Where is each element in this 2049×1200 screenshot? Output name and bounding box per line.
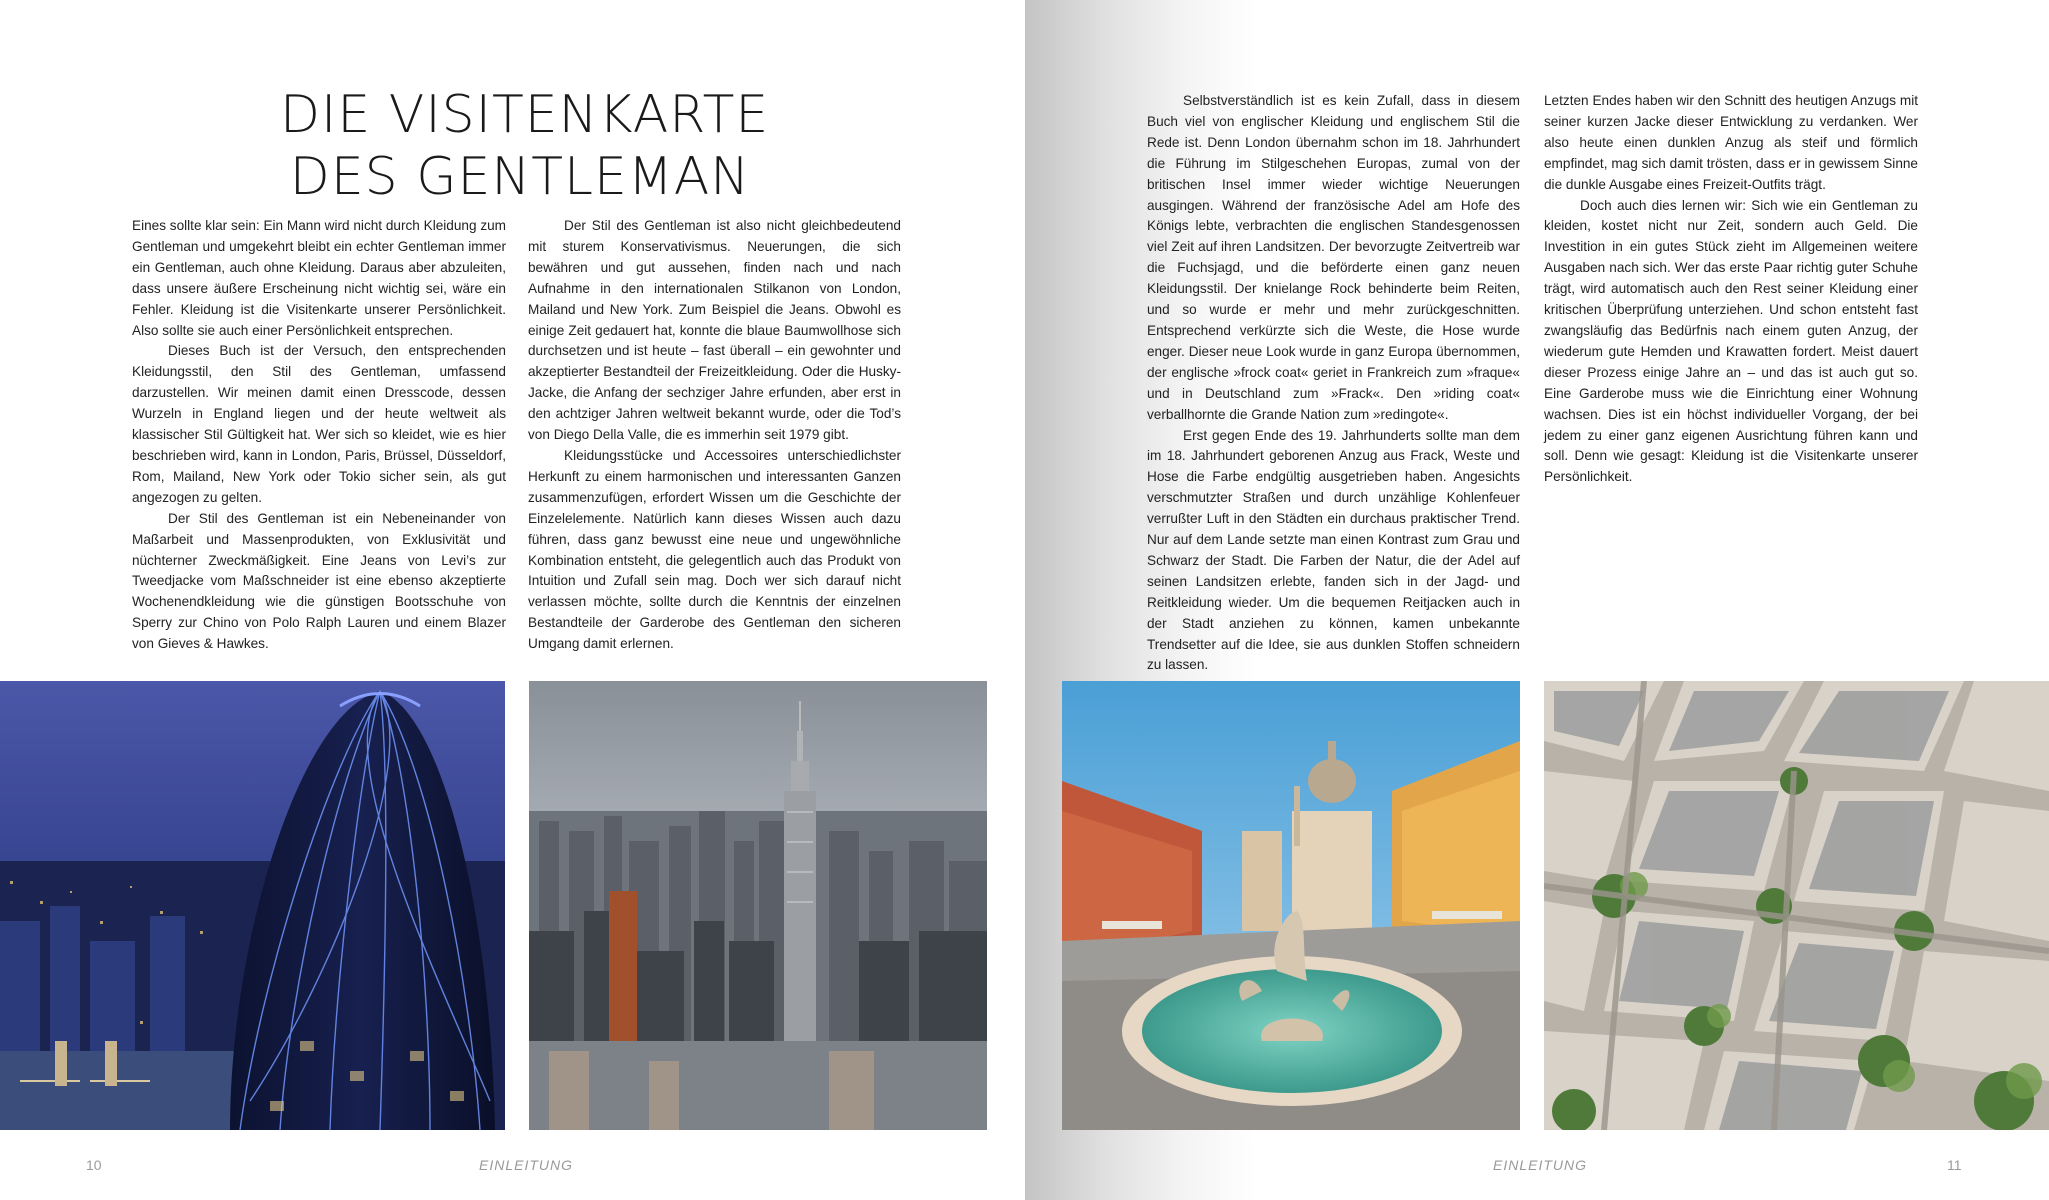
paragraph: Erst gegen Ende des 19. Jahrhunderts sollte man dem im 18. Jahrhundert geborenen Anzug aus Frack, Weste und Hose die Farbe endgültig ausgetrieben haben. Angesichts verschmutzter Straßen und durch unzählige Kohlenfeuer verrußter Luft in den Städten ein durchaus praktischer Trend. Nur auf dem Lande setzte man einen Kontrast zum Grau und Schwarz der Stadt. Die Farben der Natur, die der Adel auf seinen Landsitzen erlebte, fanden sich in der Jagd- und Reitkleidung wieder. Um die bequemen Reitjacken auch in der Stadt anziehen zu können, kamen unbekannte Trendsetter auf die Idee, sie aus dunklen Stoffen schneidern zu lassen. — [1147, 427, 1520, 673]
paragraph: Eines sollte klar sein: Ein Mann wird nicht durch Kleidung zum Gentleman und umgekehrt bleibt ein echter Gentleman immer ein Gentleman, auch ohne Kleidung. Daraus aber abzuleiten, dass unsere äußere Erscheinung nicht wichtig sei, wäre ein Fehler. Kleidung ist die Visitenkarte unserer Persönlichkeit. Also sollte sie auch einer Persönlichkeit entsprechen. — [132, 218, 507, 338]
london-photo — [0, 681, 505, 1130]
paragraph: Kleidungsstücke und Accessoires unterschiedlichster Herkunft zu einem harmonischen und interessanten Ganzen zusammenzufügen, erfordert Wissen um die Geschichte der Einzelelemente. Natürlich kann dieses Wissen auch dazu führen, dass ganz bewusst eine neue und ungewöhnliche Kombination entsteht, die gelegentlich auch das Produkt von Intuition und Zufall sein mag. Doch wer sich darauf nicht verlassen möchte, sollte durch die Kenntnis der einzelnen Bestandteile der Garderobe des Gentleman den sicheren Umgang damit erlernen. — [528, 447, 901, 652]
paragraph: Der Stil des Gentleman ist also nicht gleichbedeutend mit sturem Konservativismus. Neuerungen, die sich bewähren und gut aussehen, finden nach und nach Aufnahme in den internationalen Stilkanon von London, Mailand und New York. Zum Beispiel die Jeans. Obwohl es einige Zeit gedauert hat, konnte die blaue Baumwollhose sich durchsetzen und ist heute – fast überall – ein gewohnter und akzeptierter Bestandteil der Freizeitkleidung. Oder die Husky-Jacke, die Anfang der sechziger Jahre erfunden, aber erst in den achtziger Jahren weltweit bekannt wurde, oder die Tod’s von Diego Della Valle, die es immerhin seit 1979 gibt. — [528, 218, 901, 443]
paragraph: Der Stil des Gentleman ist ein Nebeneinander von Maßarbeit und Massenprodukten, von Exklusivität und nüchterner Zweckmäßigkeit. Eine Jeans von Levi’s zur Tweedjacke vom Maßschneider ist eine ebenso akzeptierte Wochenendkleidung wie die günstigen Bootsschuhe von Sperry zur Chino von Polo Ralph Lauren und einem Blazer von Gieves & Hawkes. — [132, 510, 506, 652]
paragraph: Selbstverständlich ist es kein Zufall, dass in diesem Buch viel von englischer Kleidung und englischem Stil die Rede ist. Denn London übernahm schon im 18. Jahrhundert die Führung im Stilgeschehen Europas, zumal von der britischen Insel immer wieder wichtige Neuerungen ausgingen. Während der französische Adel am Hofe des Königs lebte, verbrachten die englischen Standesgenossen viel Zeit auf ihren Landsitzen. Der bevorzugte Zeitvertreib war die Fuchsjagd, und die beförderte einen ganz neuen Kleidungsstil. Der knielange Rock behinderte beim Reiten, und so wurde er mehr und mehr zurückgeschnitten. Entsprechend verkürzte sich die Weste, die Hose wurde enger. Dieser neue Look wurde in ganz Europa übernommen, der englische »frock coat« geriet in Frankreich zum »fraque« und in Deutschland zum »Frack«. Den »riding coat« verballhornte die Grande Nation zum »redingote«. — [1147, 93, 1520, 422]
running-head-right: EINLEITUNG — [1493, 1157, 1588, 1173]
text-column-left-1 — [132, 216, 506, 655]
page-title — [280, 84, 770, 208]
paragraph: Doch auch dies lernen wir: Sich wie ein Gentleman zu kleiden, kostet nicht nur Zeit, sondern auch Geld. Die Investition in ein gutes Stück zieht im Allgemeinen weitere Ausgaben nach sich. Wer das erste Paar richtig guter Schuhe trägt, wird automatisch auch den Rest seiner Kleidung einer kritischen Überprüfung unterziehen. Und schon entsteht fast zwangsläufig das Bedürfnis nach einem guten Anzug, der wiederum gute Hemden und Krawatten fordert. Meist dauert dieser Prozess einige Jahre an – und das ist auch gut so. Eine Garderobe muss wie die Einrichtung einer Wohnung wachsen. Dies ist ein höchst individueller Vorgang, der bei jedem zu einer ganz eigenen Ausrichtung führen kann und soll. Denn wie gesagt: Kleidung ist die Visitenkarte unserer Persönlichkeit. — [1544, 197, 1918, 485]
title-line-2: DES GENTLEMAN — [289, 147, 751, 207]
running-head-left: EINLEITUNG — [479, 1157, 574, 1173]
page-number-left: 10 — [86, 1157, 102, 1173]
text-column-left-2 — [528, 216, 901, 655]
text-column-right-2 — [1544, 91, 1918, 488]
rome-photo — [1062, 681, 1520, 1130]
paragraph: Letzten Endes haben wir den Schnitt des heutigen Anzugs mit seiner kurzen Jacke dieser Entwicklung zu verdanken. Wer also heute einen dunklen Anzug als steif und förmlich empfindet, mag sich damit trösten, dass er in gewissem Sinne die dunkle Ausgabe eines Freizeit-Outfits trägt. — [1544, 93, 1918, 192]
title-line-1: DIE VISITENKARTE — [280, 85, 770, 145]
page-number-right: 11 — [1947, 1157, 1962, 1173]
new-york-photo — [529, 681, 987, 1130]
text-column-right-1 — [1147, 91, 1520, 676]
paragraph: Dieses Buch ist der Versuch, den entsprechenden Kleidungsstil, den Stil des Gentleman, umfassend darzustellen. Wir meinen damit einen Dresscode, dessen Wurzeln in England liegen und der heute weltweit als klassischer Stil Gültigkeit hat. Wer sich so kleidet, wie es hier beschrieben wird, kann in London, Paris, Brüssel, Düsseldorf, Rom, Mailand, New York oder Tokio sicher sein, als gut angezogen zu gelten. — [132, 343, 506, 505]
paris-photo — [1544, 681, 2049, 1130]
